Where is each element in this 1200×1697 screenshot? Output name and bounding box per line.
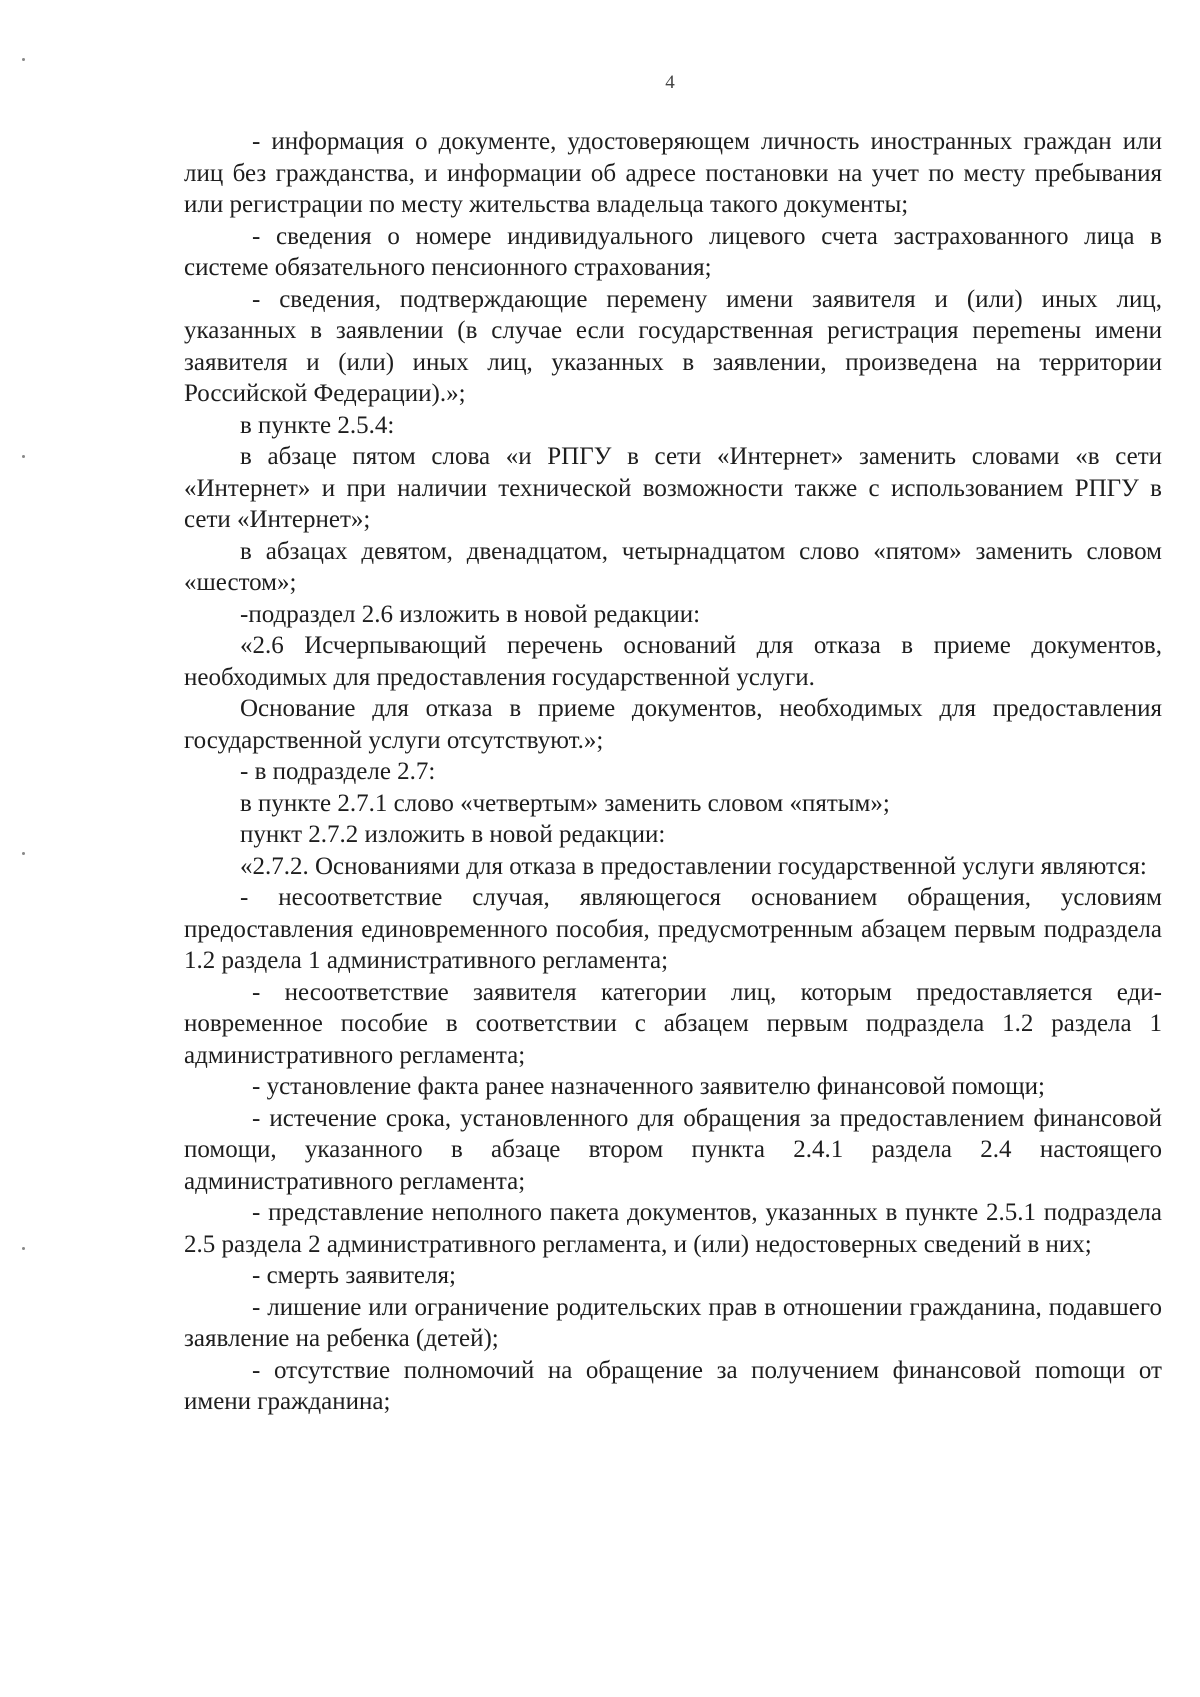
paragraph: в абзацах девятом, двенадцатом, четырнадцатом слово «пятом» заменить словом «шестом»; (184, 537, 1162, 596)
paragraph: - лишение или ограничение родительских прав в отношении гражданина, подавшего заявление на ребенка (детей); (184, 1293, 1162, 1352)
paragraph: в пункте 2.7.1 слово «четвертым» заменить словом «пятым»; (240, 789, 890, 817)
page-number: 4 (665, 72, 675, 93)
document-body (184, 126, 1162, 1418)
paragraph: - несоответствие случая, являющегося основанием обращения, условиям предоставления единовременного пособия, предусмотренным абзацем первым подраздела 1.2 раздела 1 административного регламента; (184, 884, 1162, 974)
paragraph: - сведения о номере индивидуального лицевого счета застрахованного лица в системе обязательного пенсионного страхования; (184, 222, 1162, 281)
paragraph: «2.6 Исчерпывающий перечень оснований для отказа в приеме документов, необходимых для предоставления государственной услуги. (184, 632, 1162, 691)
paragraph: - сведения, подтверждающие перемену имени заявителя и (или) иных лиц, указанных в заявлении (в случае если государственная регистрация переmены имени заявителя и (или) иных лиц, указанных в заявлении, произведена на территории Российской Федерации).»; (184, 285, 1162, 407)
paragraph: -подраздел 2.6 изложить в новой редакции: (240, 600, 701, 628)
paragraph: - несоответствие заявителя категории лиц, которым предоставляется единовременное пособие в соответствии с абзацем первым подраздела 1.2 раздела 1 административного регламента; (184, 978, 1162, 1069)
paragraph: - в подразделе 2.7: (240, 758, 436, 785)
scan-speck (22, 455, 25, 458)
scan-speck (22, 1247, 25, 1250)
paragraph: в пункте 2.5.4: (240, 411, 395, 439)
paragraph: - информация о документе, удостоверяющем личность иностранных граждан или лиц без гражданства, и информации об адресе постановки на учет по месту пребывания или регистрации по месту жительства владельца такого документы; (184, 128, 1162, 218)
paragraph: - представление неполного пакета документов, указанных в пункте 2.5.1 подраздела 2.5 раздела 2 административного регламента, и (или) недостоверных сведений в них; (184, 1199, 1162, 1258)
scan-speck (22, 58, 25, 61)
paragraph: - отсутствие полномочий на обращение за получением финансовой поmощи от имени гражданина; (184, 1356, 1162, 1415)
paragraph: Основание для отказа в приеме документов, необходимых для предоставления государственной услуги отсутствуют.»; (184, 695, 1162, 754)
paragraph: пункт 2.7.2 изложить в новой редакции: (240, 821, 666, 848)
paragraph: - установление факта ранее назначенного заявителю финансовой помощи; (252, 1073, 1045, 1100)
paragraph: в абзаце пятом слова «и РПГУ в сети «Интернет» заменить словами «в сети «Интернет» и при наличии технической возможности также с использованием РПГУ в сети «Интернет»; (184, 443, 1162, 533)
paragraph: «2.7.2. Основаниями для отказа в предоставлении государственной услуги являются: (240, 852, 1147, 880)
paragraph: - истечение срока, установленного для обращения за предоставлением финансовой помощи, указанного в абзаце втором пункта 2.4.1 раздела 2.4 настоящего административного регламента; (184, 1104, 1162, 1195)
scan-speck (22, 852, 25, 855)
paragraph: - смерть заявителя; (252, 1262, 456, 1289)
